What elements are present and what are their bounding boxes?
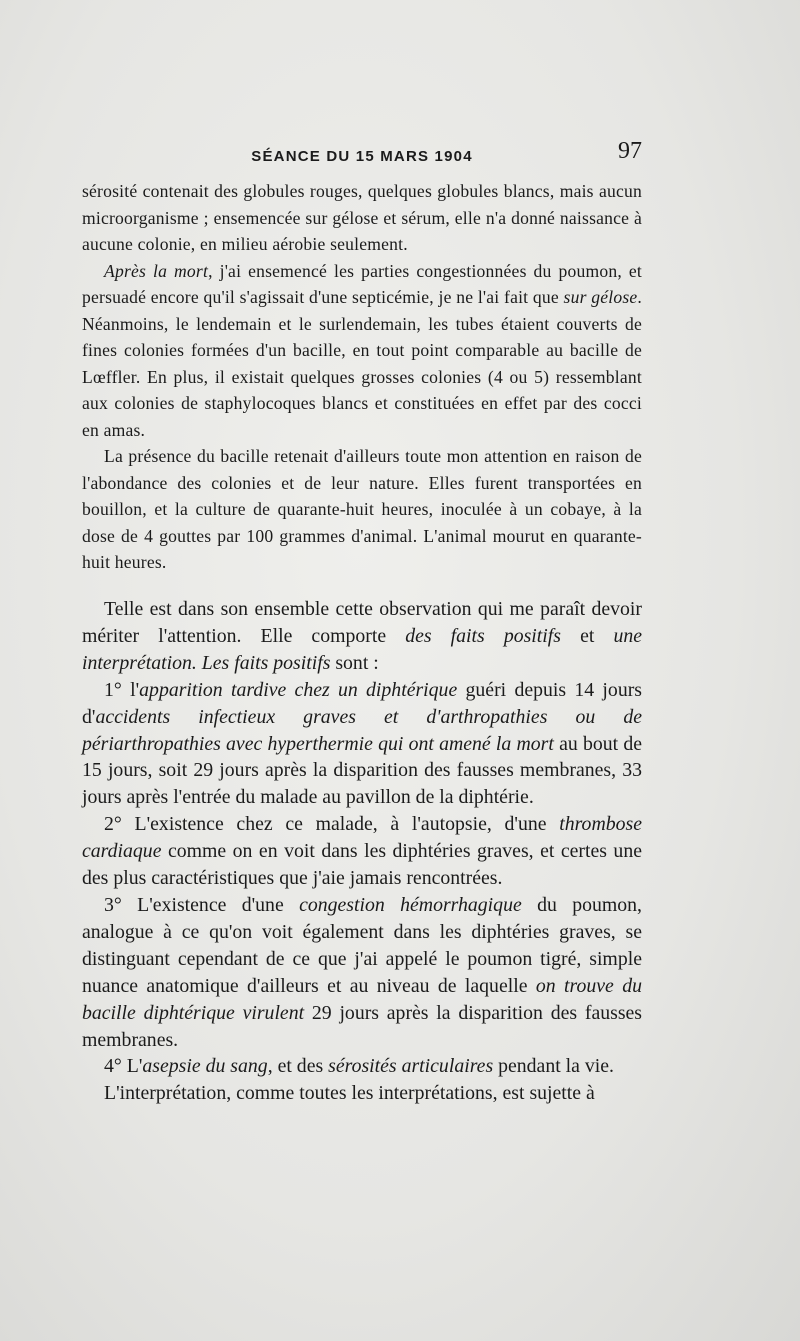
italic-run: sur gélose bbox=[563, 287, 638, 307]
paragraph bbox=[82, 892, 642, 1053]
paragraph bbox=[82, 1080, 642, 1107]
italic-run: une interprétation. Les faits positifs bbox=[82, 624, 643, 674]
case-report-text bbox=[82, 178, 642, 576]
text-run: comme on en voit dans les diphtéries graves, et certes une des plus caractéristiques que j'aie jamais rencontrées. bbox=[82, 840, 642, 890]
paragraph bbox=[82, 258, 642, 444]
text-run: 3° L'existence d'une bbox=[104, 893, 300, 916]
italic-run: thrombose cardiaque bbox=[82, 813, 642, 863]
text-run: 4° L' bbox=[104, 1055, 143, 1078]
paragraph bbox=[82, 443, 642, 576]
text-run: 1° l' bbox=[104, 678, 140, 701]
italic-run: des faits positifs bbox=[405, 624, 561, 647]
header-title: SÉANCE DU 15 MARS 1904 bbox=[251, 148, 473, 165]
text-run: pendant la vie. bbox=[493, 1055, 614, 1078]
text-run: La présence du bacille retenait d'ailleurs toute mon attention en raison de l'abondance des colonies et de leur nature. Elles furent transportées en bouillon, et la culture de quarante-huit heures, inoculée à un cobaye, à la dose de 4 gouttes par 100 grammes d'animal. L'animal mourut en quarante-huit heures. bbox=[82, 446, 642, 572]
text-run: 29 jours après la disparition des fausses membranes. bbox=[82, 1001, 642, 1051]
text-run: au bout de 15 jours, soit 29 jours après la disparition des fausses membranes, 33 jours après l'entrée du malade au pavillon de la diphtérie. bbox=[82, 732, 642, 809]
running-header bbox=[82, 138, 642, 170]
page-number: 97 bbox=[618, 138, 642, 164]
discussion-text bbox=[82, 596, 642, 1107]
italic-run: accidents infectieux graves et d'arthropathies ou de périarthropathies avec hyperthermie qui ont amené la mort bbox=[82, 705, 642, 755]
text-run: L'interprétation, comme toutes les interprétations, est sujette à bbox=[104, 1082, 595, 1105]
text-run: guéri depuis 14 jours d' bbox=[82, 678, 642, 728]
text-run: Telle est dans son ensemble cette observation qui me paraît devoir mériter l'attention. Elle comporte bbox=[82, 598, 642, 647]
italic-run: on trouve du bacille diphtérique virulent bbox=[82, 974, 642, 1024]
text-run: , j'ai ensemencé les parties congestionnées du poumon, et persuadé encore qu'il s'agissait d'une septicémie, je ne l'ai fait que bbox=[82, 260, 642, 307]
paragraph bbox=[82, 178, 642, 258]
text-run: 2° L'existence chez ce malade, à l'autopsie, d'une bbox=[104, 813, 560, 836]
text-run: et bbox=[561, 624, 614, 647]
text-run: . Néanmoins, le lendemain et le surlendemain, les tubes étaient couverts de fines colonies formées d'un bacille, en tout point comparable au bacille de Lœffler. En plus, il existait quelques grosses colonies (4 ou 5) ressemblant aux colonies de staphylocoques blancs et constituées en effet par des cocci en amas. bbox=[82, 287, 643, 440]
italic-run: apparition tardive chez un diphtérique bbox=[139, 678, 458, 701]
text-run: du poumon, analogue à ce qu'on voit également dans les diphtéries graves, se distinguant cependant de ce que j'ai appelé le poumon tigré, simple nuance anatomique d'ailleurs et au niveau de laquelle bbox=[82, 893, 642, 997]
italic-run: sérosités articulaires bbox=[328, 1055, 494, 1078]
italic-run: congestion hémorrhagique bbox=[299, 893, 522, 916]
text-run: sérosité contenait des globules rouges, quelques globules blancs, mais aucun microorganisme ; ensemencée sur gélose et sérum, elle n'a donné naissance à aucune colonie, en milieu aérobie seulement. bbox=[82, 181, 642, 254]
paragraph bbox=[82, 677, 642, 812]
text-run: , et des bbox=[267, 1055, 329, 1078]
italic-run: asepsie du sang bbox=[142, 1055, 268, 1078]
paragraph bbox=[82, 596, 642, 677]
italic-run: Après la mort bbox=[104, 260, 209, 281]
paragraph bbox=[82, 811, 642, 892]
text-run: sont : bbox=[330, 651, 379, 674]
paragraph bbox=[82, 1053, 642, 1080]
